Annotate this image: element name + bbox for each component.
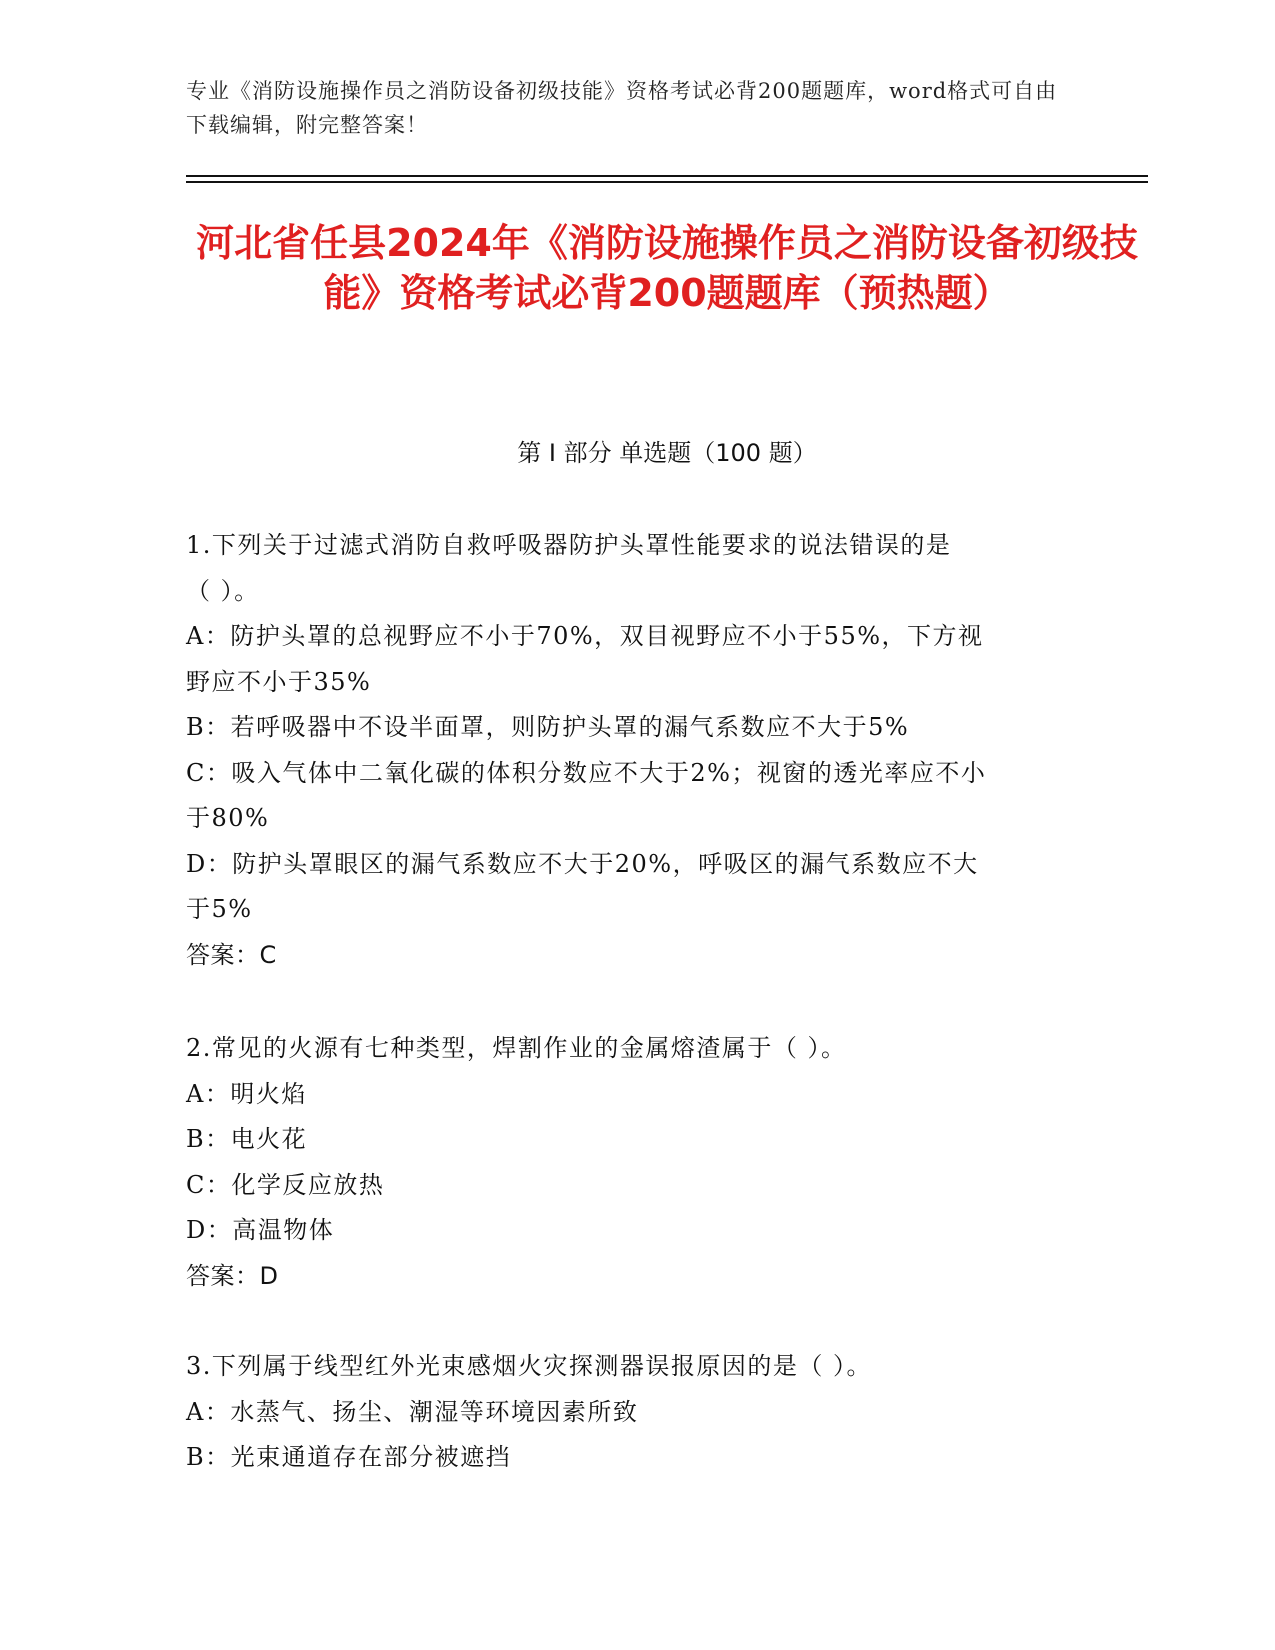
option-d: D：高温物体 (186, 1216, 335, 1244)
option-c-continued: 于80% (186, 804, 270, 832)
option-b: B：若呼吸器中不设半面罩，则防护头罩的漏气系数应不大于5% (186, 713, 910, 741)
option-d: D：防护头罩眼区的漏气系数应不大于20%，呼吸区的漏气系数应不大 (186, 849, 979, 878)
question-stem: 1.下列关于过滤式消防自救呼吸器防护头罩性能要求的说法错误的是 (186, 531, 952, 559)
question-3 (186, 1344, 1086, 1481)
option-a: A：防护头罩的总视野应不小于70%，双目视野应不小于55%，下方视 (186, 622, 984, 650)
option-c: C：化学反应放热 (186, 1170, 385, 1199)
question-stem-continued: （ ）。 (186, 576, 260, 605)
question-1 (186, 523, 1086, 978)
option-b: B：电火花 (186, 1125, 308, 1153)
option-b: B：光束通道存在部分被遮挡 (186, 1443, 512, 1471)
header-rule-bottom (186, 181, 1148, 183)
section-heading: 第 I 部分 单选题（100 题） (517, 439, 817, 467)
option-a: A：明火焰 (186, 1079, 307, 1108)
page-title: 河北省任县2024年《消防设施操作员之消防设备初级技能》资格考试必背200题题库（预热题） (196, 221, 1138, 315)
question-stem: 2.常见的火源有七种类型，焊割作业的金属熔渣属于（ ）。 (186, 1034, 847, 1062)
answer: 答案：C (186, 940, 277, 969)
option-c: C：吸入气体中二氧化碳的体积分数应不大于2%；视窗的透光率应不小 (186, 758, 987, 787)
question-stem: 3.下列属于线型红外光束感烟火灾探测器误报原因的是（ ）。 (186, 1352, 873, 1380)
header-note: 专业《消防设施操作员之消防设备初级技能》资格考试必背200题题库，word格式可自由下载编辑，附完整答案！ (186, 79, 1058, 137)
option-d-continued: 于5% (186, 895, 253, 923)
question-2 (186, 1026, 1086, 1299)
header-rule-top (186, 175, 1148, 177)
option-a: A：水蒸气、扬尘、潮湿等环境因素所致 (186, 1397, 639, 1426)
option-a-continued: 野应不小于35% (186, 667, 372, 696)
answer: 答案：D (186, 1261, 279, 1290)
